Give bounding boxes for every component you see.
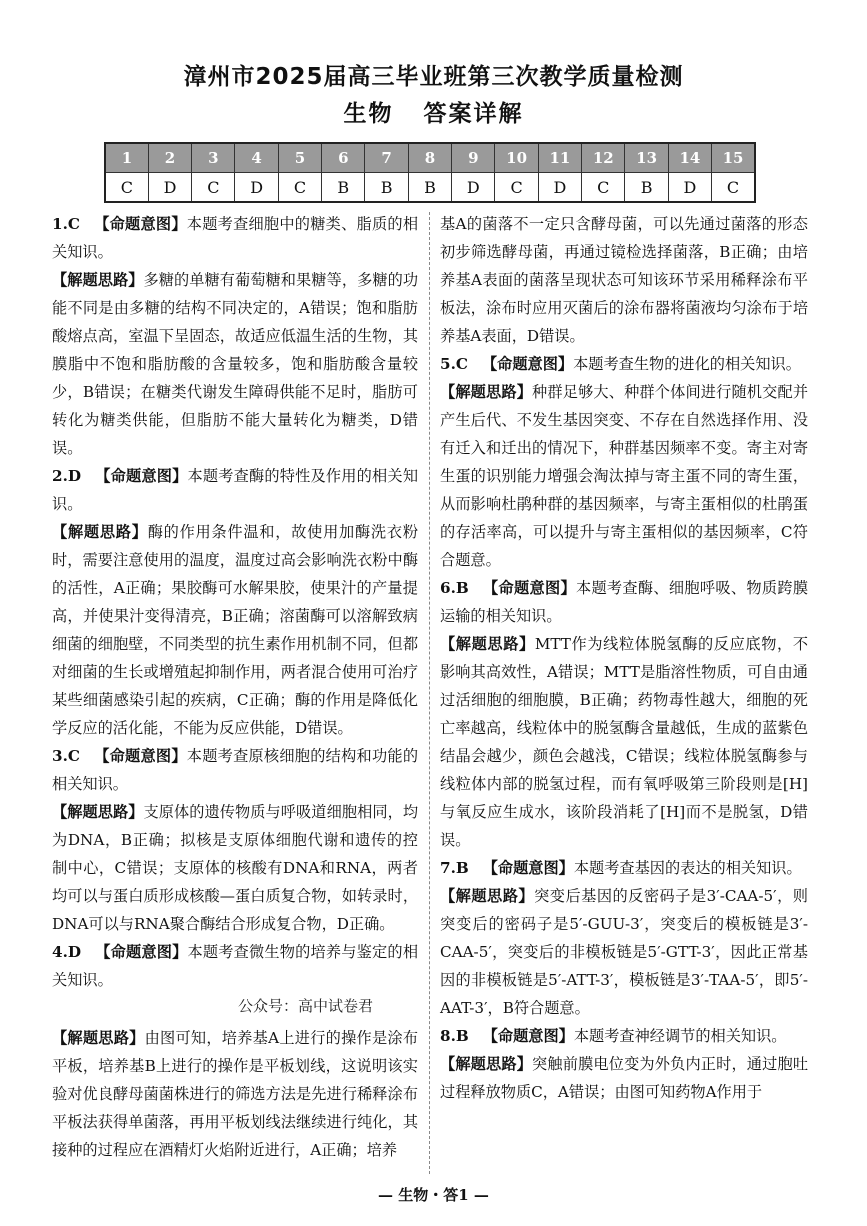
answer-letter-row xyxy=(105,173,755,203)
question-6: 6.B 【命题意图】本题考查酶、细胞呼吸、物质跨膜运输的相关知识。 【解题思路】MTT作为线粒体脱氢酶的反应底物，不影响其高效性，A错误；MTT是脂溶性物质，可自由通过活细胞的细胞膜，B正确；药物毒性越大，细胞的死亡率越高，线粒体中的脱氢酶含量越低，生成的蓝紫色结晶会越少，颜色会越浅，C错误；线粒体脱氢酶参与线粒体内部的脱氢过程，而有氧呼吸第三阶段则是[H]与氧反应生成水，该阶段消耗了[H]而不是脱氢，D错误。 xyxy=(440,579,809,849)
page-subtitle xyxy=(0,95,867,128)
answer-number-row xyxy=(105,143,755,173)
answer-number-cell: 7 xyxy=(365,143,408,173)
answer-letter-cell: D xyxy=(148,173,191,203)
answer-number-cell: 10 xyxy=(495,143,538,173)
answer-number-cell: 5 xyxy=(278,143,321,173)
answer-table xyxy=(104,142,756,203)
answer-letter-cell: C xyxy=(192,173,235,203)
subject-label: 生物 xyxy=(343,101,394,127)
column-divider xyxy=(429,212,430,1174)
question-5: 5.C 【命题意图】本题考查生物的进化的相关知识。 【解题思路】种群足够大、种群个体间进行随机交配并产生后代、不发生基因突变、不存在自然选择作用、没有迁入和迁出的情况下，种群基因频率不变。寄主对寄生蛋的识别能力增强会淘汰掉与寄主蛋不同的寄生蛋，从而影响杜鹃种群的基因频率，与寄主蛋相似的杜鹃蛋的存活率高，可以提升与寄主蛋相似的基因频率，C符合题意。 xyxy=(440,355,809,569)
answer-number-cell: 15 xyxy=(712,143,755,173)
right-column xyxy=(440,210,808,1106)
answer-letter-cell: B xyxy=(625,173,668,203)
answer-letter-cell: B xyxy=(322,173,365,203)
answer-letter-cell: D xyxy=(538,173,581,203)
answer-number-cell: 3 xyxy=(192,143,235,173)
answer-number-cell: 14 xyxy=(668,143,711,173)
question-7: 7.B 【命题意图】本题考查基因的表达的相关知识。 【解题思路】突变后基因的反密码子是3′-CAA-5′，则突变后的密码子是5′-GUU-3′，突变后的模板链是3′-CAA-5′，突变后的非模板链是5′-GTT-3′，因此正常基因的非模板链是5′-ATT-3′，模板链是3′-TAA-5′，即5′-AAT-3′，B符合题意。 xyxy=(440,859,808,1017)
answer-letter-cell: C xyxy=(105,173,148,203)
question-3: 3.C 【命题意图】本题考查原核细胞的结构和功能的相关知识。 【解题思路】支原体的遗传物质与呼吸道细胞相同，均为DNA，B正确；拟核是支原体细胞代谢和遗传的控制中心，C错误；支原体的核酸有DNA和RNA，两者均可以与蛋白质形成核酸—蛋白质复合物，如转录时，DNA可以与RNA聚合酶结合形成复合物，D正确。 xyxy=(52,747,419,933)
page-title: 漳州市2025届高三毕业班第三次教学质量检测 xyxy=(183,64,684,90)
answer-number-cell: 8 xyxy=(408,143,451,173)
question-8: 8.B 【命题意图】本题考查神经调节的相关知识。 【解题思路】突触前膜电位变为外负内正时，通过胞吐过程释放物质C，A错误；由图可知药物A作用于 xyxy=(440,1027,809,1101)
answer-number-cell: 12 xyxy=(582,143,625,173)
question-2: 2.D 【命题意图】本题考查酶的特性及作用的相关知识。 【解题思路】酶的作用条件温和，故使用加酶洗衣粉时，需要注意使用的温度，温度过高会影响洗衣粉中酶的活性，A正确；果胶酶可水解果胶，使果汁的产量提高，并使果汁变得清亮，B正确；溶菌酶可以溶解致病细菌的细胞壁，不同类型的抗生素作用机制不同，但都对细菌的生长或增殖起抑制作用，两者混合使用可治疗某些细菌感染引起的疾病，C正确；酶的作用是降低化学反应的活化能，不能为反应供能，D错误。 xyxy=(52,467,419,737)
answer-number-cell: 13 xyxy=(625,143,668,173)
answer-number-cell: 1 xyxy=(105,143,148,173)
answer-letter-cell: D xyxy=(668,173,711,203)
answer-letter-cell: D xyxy=(235,173,278,203)
left-column xyxy=(52,210,418,1164)
answer-number-cell: 2 xyxy=(148,143,191,173)
answer-detail-label: 答案详解 xyxy=(423,101,524,127)
answer-number-cell: 4 xyxy=(235,143,278,173)
answer-number-cell: 6 xyxy=(322,143,365,173)
answer-letter-cell: B xyxy=(408,173,451,203)
answer-number-cell: 9 xyxy=(452,143,495,173)
question-1: 1.C 【命题意图】本题考查细胞中的糖类、脂质的相关知识。 【解题思路】多糖的单糖有葡萄糖和果糖等，多糖的功能不同是由多糖的结构不同决定的，A错误；饱和脂肪酸熔点高，室温下呈固态，故适应低温生活的生物，其膜脂中不饱和脂肪酸的含量较多，饱和脂肪酸含量较少，B错误；在糖类代谢发生障碍供能不足时，脂肪可转化为糖类供能，但脂肪不能大量转化为糖类，D错误。 xyxy=(52,215,419,457)
question-4-continued: 基A的菌落不一定只含酵母菌，可以先通过菌落的形态初步筛选酵母菌，再通过镜检选择菌落，B正确；由培养基A表面的菌落呈现状态可知该环节采用稀释涂布平板法，涂布时应用灭菌后的涂布器将菌液均匀涂布于培养基A表面，D错误。 xyxy=(440,215,808,345)
question-4: 4.D 【命题意图】本题考查微生物的培养与鉴定的相关知识。 【解题思路】由图可知，培养基A上进行的操作是涂布平板，培养基B上进行的操作是平板划线，这说明该实验对优良酵母菌菌株进行的筛选方法是先进行稀释涂布平板法获得单菌落，再用平板划线法继续进行纯化，其接种的过程应在酒精灯火焰附近进行，A正确；培养 xyxy=(52,943,419,1159)
answer-letter-cell: D xyxy=(452,173,495,203)
answer-number-cell: 11 xyxy=(538,143,581,173)
answer-letter-cell: C xyxy=(278,173,321,203)
page-footer: — 生物・答1 — xyxy=(378,1186,489,1204)
answer-letter-cell: B xyxy=(365,173,408,203)
answer-letter-cell: C xyxy=(582,173,625,203)
watermark-text: 公众号：高中试卷君 xyxy=(238,997,374,1015)
answer-letter-cell: C xyxy=(495,173,538,203)
answer-letter-cell: C xyxy=(712,173,755,203)
